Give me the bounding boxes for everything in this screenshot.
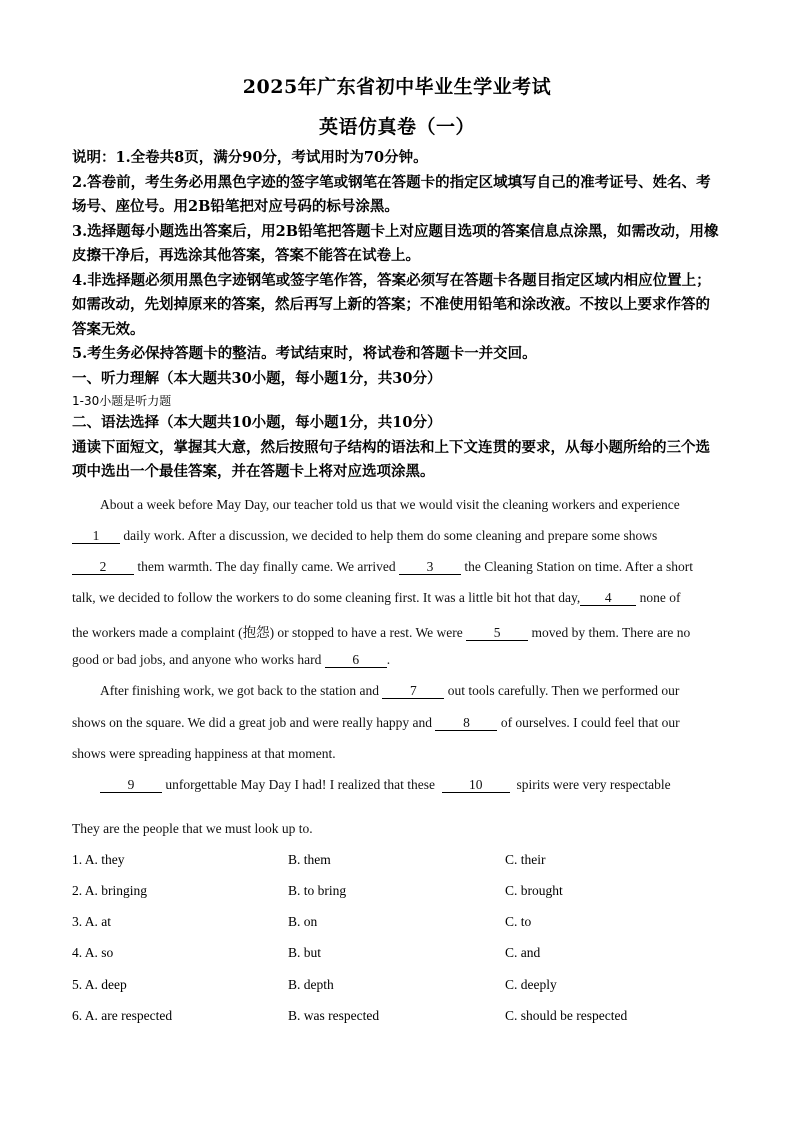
passage-text: out tools carefully. Then we performed our	[447, 683, 680, 698]
option-c[interactable]: C. should be respected	[505, 1008, 628, 1023]
option-b[interactable]: B. depth	[288, 977, 334, 992]
passage-line	[100, 683, 679, 699]
passage-text: shows were spreading happiness at that moment.	[72, 746, 336, 761]
instruction-5: 5.考生务必保持答题卡的整洁。考试结束时，将试卷和答题卡一并交回。	[72, 345, 537, 362]
blank-3: 3	[399, 560, 461, 575]
option-a[interactable]: 1. A. they	[72, 852, 125, 867]
option-b[interactable]: B. but	[288, 945, 322, 960]
option-b[interactable]: B. to bring	[288, 883, 347, 898]
instruction-4: 4.非选择题必须用黑色字迹钢笔或签字笔作答，答案必须写在答题卡各题目指定区域内相应位置上；如需改动，先划掉原来的答案，然后再写上新的答案；不准使用铅笔和涂改液。不按以上要求作答的答案无效。	[72, 271, 711, 338]
passage-text: talk, we decided to follow the workers to do some cleaning first. It was a little bit hot that day,	[72, 590, 581, 605]
instructions	[72, 146, 724, 485]
passage-text: About a week before May Day, our teacher told us that we would visit the cleaning workers and experience	[100, 497, 680, 512]
blank-5: 5	[466, 626, 528, 641]
page-subtitle: 英语仿真卷（一）	[318, 116, 475, 138]
passage-text: good or bad jobs, and anyone who works hard	[72, 652, 322, 667]
option-a[interactable]: 5. A. deep	[72, 977, 127, 992]
option-b[interactable]: B. on	[288, 914, 318, 929]
blank-1: 1	[72, 529, 120, 544]
passage-line	[72, 621, 690, 641]
option-a[interactable]: 3. A. at	[72, 914, 111, 929]
section2-heading: 二、语法选择（本大题共10小题，每小题1分，共10分）	[72, 414, 442, 431]
passage-line	[72, 821, 313, 837]
blank-4: 4	[580, 591, 636, 606]
blank-6: 6	[325, 653, 387, 668]
page-title: 2025年广东省初中毕业生学业考试	[242, 76, 552, 98]
passage-line	[72, 715, 680, 731]
option-row	[72, 883, 732, 903]
passage-text: them warmth. The day finally came. We arrived	[137, 559, 396, 574]
option-row	[72, 977, 732, 997]
option-a[interactable]: 2. A. bringing	[72, 883, 148, 898]
passage-text: the Cleaning Station on time. After a short	[464, 559, 694, 574]
passage-text: unforgettable May Day I had! I realized that these	[165, 777, 436, 792]
passage-text: After finishing work, we got back to the station and	[100, 683, 379, 698]
passage-text: spirits were very respectable	[516, 777, 671, 792]
passage-line	[100, 777, 671, 793]
passage-text: of ourselves. I could feel that our	[500, 715, 680, 730]
option-row	[72, 1008, 732, 1028]
passage-line	[72, 746, 336, 762]
passage-line	[72, 528, 657, 544]
section2-directions: 通读下面短文，掌握其大意，然后按照句子结构的语法和上下文连贯的要求，从每小题所给的三个选项中选出一个最佳答案，并在答题卡上将对应选项涂黑。	[72, 438, 710, 480]
option-row	[72, 852, 732, 872]
blank-10: 10	[442, 778, 510, 793]
option-row	[72, 945, 732, 965]
option-row	[72, 914, 732, 934]
passage-line	[72, 590, 681, 606]
passage-text: .	[386, 652, 391, 667]
option-c[interactable]: C. to	[505, 914, 532, 929]
passage-line	[72, 559, 693, 575]
blank-2: 2	[72, 560, 134, 575]
option-a[interactable]: 4. A. so	[72, 945, 114, 960]
passage-text: They are the people that we must look up to.	[72, 821, 313, 836]
option-c[interactable]: C. brought	[505, 883, 563, 898]
option-b[interactable]: B. was respected	[288, 1008, 380, 1023]
passage-line	[72, 652, 390, 668]
instruction-3: 3.选择题每小题选出答案后，用2B铅笔把答题卡上对应题目选项的答案信息点涂黑，如需改动，用橡皮擦干净后，再选涂其他答案，答案不能答在试卷上。	[72, 222, 719, 264]
passage-text: none of	[639, 590, 681, 605]
instruction-2: 2.答卷前，考生务必用黑色字迹的签字笔或钢笔在答题卡的指定区域填写自己的准考证号、姓名、考场号、座位号。用2B铅笔把对应号码的标号涂黑。	[72, 173, 711, 215]
option-a[interactable]: 6. A. are respected	[72, 1008, 173, 1023]
option-c[interactable]: C. their	[505, 852, 546, 867]
option-c[interactable]: C. deeply	[505, 977, 557, 992]
blank-9: 9	[100, 778, 162, 793]
passage-text: the workers made a complaint (抱怨) or stopped to have a rest. We were	[72, 625, 463, 640]
passage-text: daily work. After a discussion, we decided to help them do some cleaning and prepare some shows	[123, 528, 658, 543]
section1-note: 1-30小题是听力题	[72, 394, 172, 408]
passage-text: shows on the square. We did a great job and were really happy and	[72, 715, 433, 730]
option-c[interactable]: C. and	[505, 945, 541, 960]
passage-text: moved by them. There are no	[531, 625, 691, 640]
blank-7: 7	[382, 684, 444, 699]
blank-8: 8	[435, 716, 497, 731]
passage-line	[100, 497, 680, 513]
option-b[interactable]: B. them	[288, 852, 331, 867]
instruction-1: 说明：1.全卷共8页，满分90分，考试用时为70分钟。	[72, 149, 428, 166]
section1-heading: 一、听力理解（本大题共30小题，每小题1分，共30分）	[72, 369, 442, 387]
